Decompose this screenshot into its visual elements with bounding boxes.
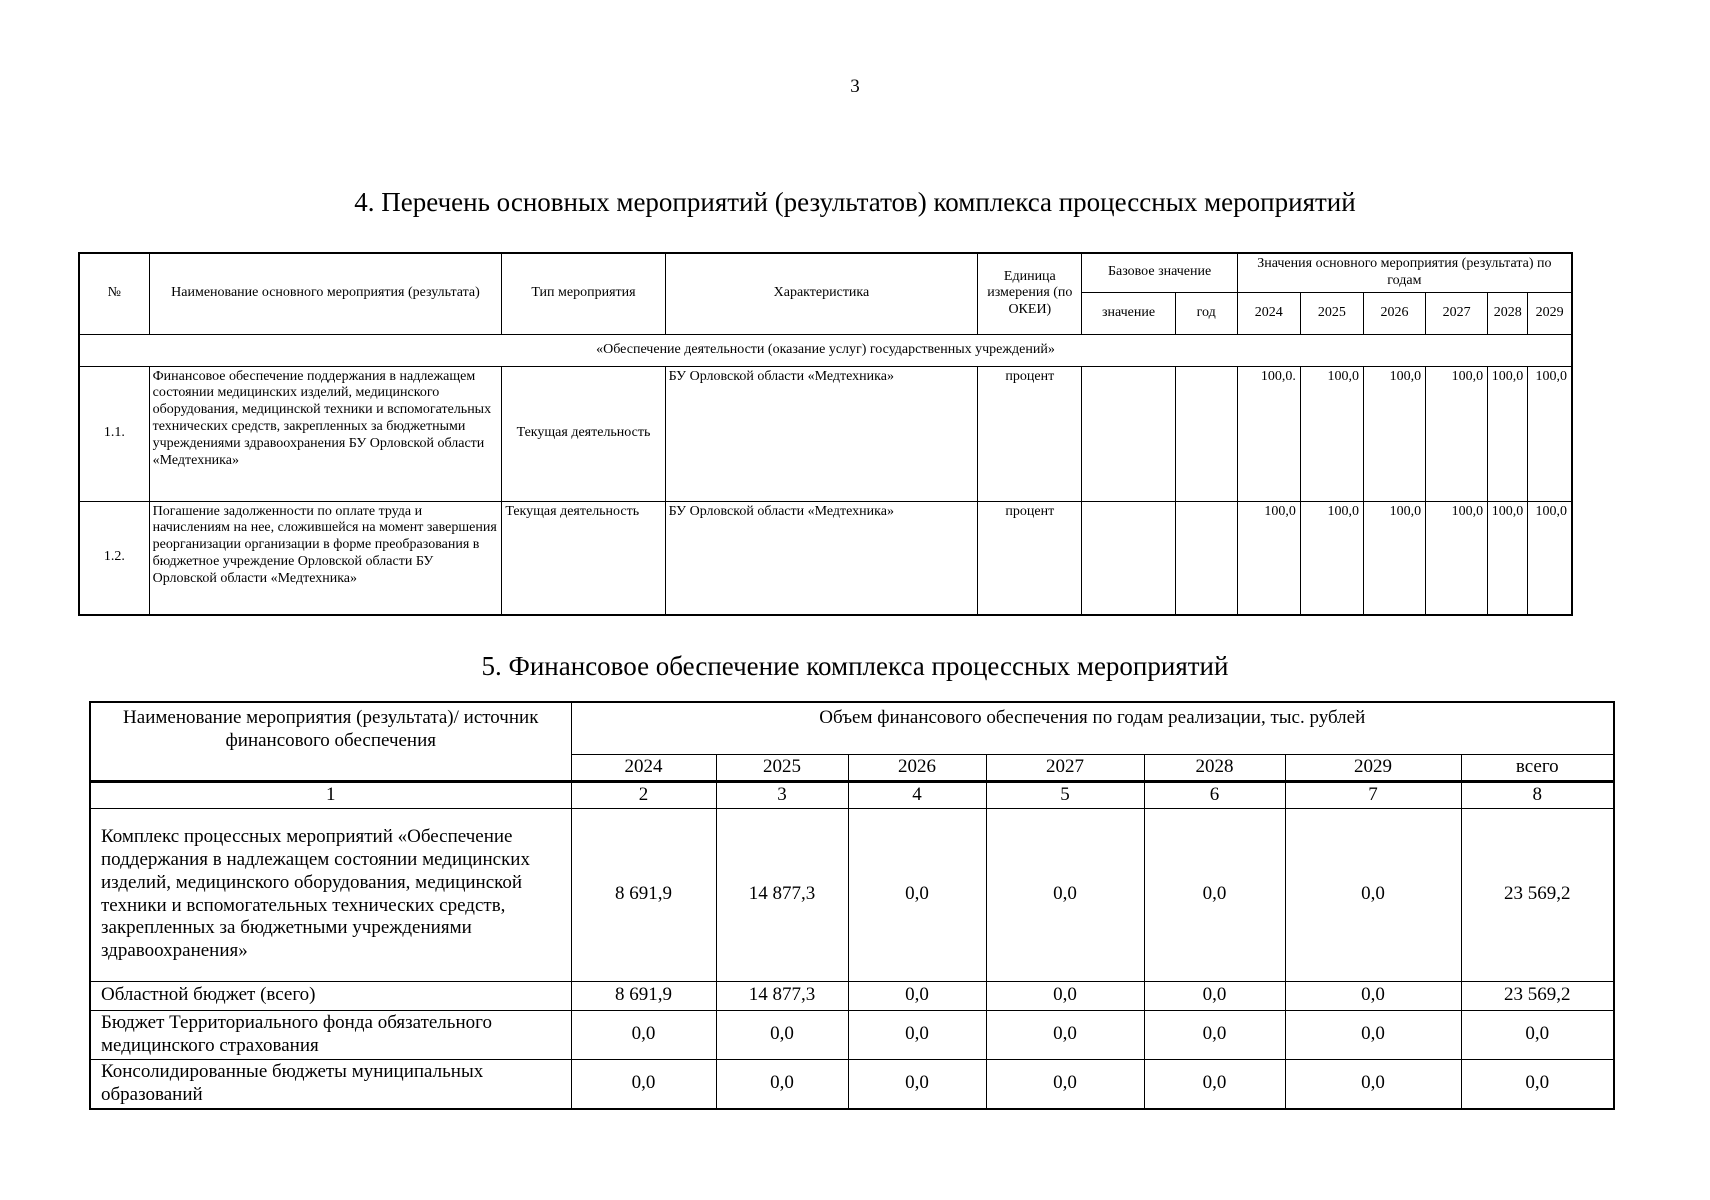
row-unit: процент <box>978 366 1082 501</box>
row-name: Консолидированные бюджеты муниципальных образований <box>90 1059 571 1109</box>
col-number: 1 <box>90 781 571 808</box>
row-value: 100,0 <box>1528 501 1572 615</box>
row-base-value <box>1082 501 1175 615</box>
col-header-unit: Единица измерения (по ОКЕИ) <box>978 253 1082 334</box>
col-number: 5 <box>986 781 1144 808</box>
row-value: 14 877,3 <box>716 808 848 981</box>
col-number: 7 <box>1285 781 1461 808</box>
row-name: Погашение задолженности по оплате труда и начислениям на нее, сложившейся на момент завершения реорганизации организации в форме преобразования в бюджетное учреждение Орловской области БУ Орловской области «Медтехника» <box>149 501 502 615</box>
row-base-year <box>1175 366 1237 501</box>
row-value: 100,0 <box>1426 501 1488 615</box>
page-number: 3 <box>850 76 860 97</box>
row-value: 100,0 <box>1300 366 1363 501</box>
table-header-row <box>79 253 1572 292</box>
row-type: Текущая деятельность <box>502 366 665 501</box>
row-value: 100,0 <box>1363 501 1425 615</box>
row-value: 0,0 <box>1144 1010 1285 1059</box>
row-num: 1.1. <box>79 366 149 501</box>
row-value: 100,0 <box>1363 366 1425 501</box>
section-4-title: 4. Перечень основных мероприятий (результатов) комплекса процессных мероприятий <box>354 187 1356 217</box>
col-header-year: 2027 <box>986 755 1144 782</box>
section-row-label: «Обеспечение деятельности (оказание услуг) государственных учреждений» <box>79 334 1572 366</box>
row-value: 100,0. <box>1237 366 1300 501</box>
col-header-name: Наименование мероприятия (результата)/ источник финансового обеспечения <box>90 702 571 781</box>
row-base-year <box>1175 501 1237 615</box>
row-name: Финансовое обеспечение поддержания в надлежащем состоянии медицинских изделий, медицинского оборудования, медицинской техники и вспомогательных технических средств, закрепленных за бюджетными учреждениями здравоохранения БУ Орловской области «Медтехника» <box>149 366 502 501</box>
row-value: 0,0 <box>1144 1059 1285 1109</box>
col-header-year: 2029 <box>1528 292 1572 334</box>
row-value: 0,0 <box>848 1059 986 1109</box>
column-number-row <box>90 781 1614 808</box>
row-value: 0,0 <box>716 1059 848 1109</box>
row-characteristic: БУ Орловской области «Медтехника» <box>665 501 978 615</box>
col-number: 3 <box>716 781 848 808</box>
row-value: 100,0 <box>1488 366 1528 501</box>
col-header-year: 2029 <box>1285 755 1461 782</box>
table-row <box>90 981 1614 1010</box>
col-header-year: 2028 <box>1144 755 1285 782</box>
row-total: 0,0 <box>1461 1010 1614 1059</box>
col-header-year: 2027 <box>1426 292 1488 334</box>
section-5-title: 5. Финансовое обеспечение комплекса процессных мероприятий <box>481 651 1229 681</box>
col-number: 6 <box>1144 781 1285 808</box>
row-value: 0,0 <box>986 1010 1144 1059</box>
col-header-base-year: год <box>1175 292 1237 334</box>
col-header-year: 2026 <box>848 755 986 782</box>
row-value: 100,0 <box>1300 501 1363 615</box>
table-row <box>90 808 1614 981</box>
row-total: 23 569,2 <box>1461 981 1614 1010</box>
col-header-num: № <box>79 253 149 334</box>
row-value: 0,0 <box>1144 981 1285 1010</box>
row-value: 100,0 <box>1528 366 1572 501</box>
col-header-year: 2025 <box>1300 292 1363 334</box>
col-header-base-value: значение <box>1082 292 1175 334</box>
row-value: 0,0 <box>1285 1010 1461 1059</box>
row-type: Текущая деятельность <box>502 501 665 615</box>
row-value: 0,0 <box>1144 808 1285 981</box>
row-value: 0,0 <box>1285 981 1461 1010</box>
table-row <box>90 1059 1614 1109</box>
table-row <box>90 1010 1614 1059</box>
row-characteristic: БУ Орловской области «Медтехника» <box>665 366 978 501</box>
section-row <box>79 334 1572 366</box>
row-value: 0,0 <box>986 981 1144 1010</box>
row-value: 8 691,9 <box>571 808 716 981</box>
row-value: 0,0 <box>1285 808 1461 981</box>
activities-table <box>78 252 1573 616</box>
row-unit: процент <box>978 501 1082 615</box>
row-value: 0,0 <box>571 1059 716 1109</box>
row-value: 0,0 <box>848 981 986 1010</box>
col-header-year: 2024 <box>571 755 716 782</box>
col-header-type: Тип мероприятия <box>502 253 665 334</box>
row-value: 0,0 <box>571 1010 716 1059</box>
col-header-base: Базовое значение <box>1082 253 1237 292</box>
row-total: 0,0 <box>1461 1059 1614 1109</box>
row-value: 0,0 <box>716 1010 848 1059</box>
col-header-year: 2026 <box>1363 292 1425 334</box>
row-name: Областной бюджет (всего) <box>90 981 571 1010</box>
col-number: 2 <box>571 781 716 808</box>
row-base-value <box>1082 366 1175 501</box>
col-header-year: 2028 <box>1488 292 1528 334</box>
col-header-name: Наименование основного мероприятия (результата) <box>149 253 502 334</box>
row-value: 0,0 <box>986 1059 1144 1109</box>
row-value: 8 691,9 <box>571 981 716 1010</box>
row-value: 0,0 <box>1285 1059 1461 1109</box>
table-row <box>79 501 1572 615</box>
row-value: 100,0 <box>1426 366 1488 501</box>
row-name: Бюджет Территориального фонда обязательного медицинского страхования <box>90 1010 571 1059</box>
col-header-volume: Объем финансового обеспечения по годам реализации, тыс. рублей <box>571 702 1614 755</box>
row-total: 23 569,2 <box>1461 808 1614 981</box>
row-value: 100,0 <box>1488 501 1528 615</box>
row-value: 0,0 <box>986 808 1144 981</box>
financing-table <box>89 701 1615 1110</box>
table-header-row <box>90 702 1614 755</box>
col-header-year: 2024 <box>1237 292 1300 334</box>
row-name: Комплекс процессных мероприятий «Обеспечение поддержания в надлежащем состоянии медицинских изделий, медицинского оборудования, медицинской техники и вспомогательных технических средств, закрепленных за бюджетными учреждениями здравоохранения» <box>90 808 571 981</box>
row-value: 100,0 <box>1237 501 1300 615</box>
col-header-total: всего <box>1461 755 1614 782</box>
table-row <box>79 366 1572 501</box>
col-number: 4 <box>848 781 986 808</box>
row-num: 1.2. <box>79 501 149 615</box>
row-value: 0,0 <box>848 1010 986 1059</box>
col-header-characteristic: Характеристика <box>665 253 978 334</box>
row-value: 0,0 <box>848 808 986 981</box>
col-header-year: 2025 <box>716 755 848 782</box>
col-number: 8 <box>1461 781 1614 808</box>
row-value: 14 877,3 <box>716 981 848 1010</box>
col-header-values-by-year: Значения основного мероприятия (результата) по годам <box>1237 253 1572 292</box>
